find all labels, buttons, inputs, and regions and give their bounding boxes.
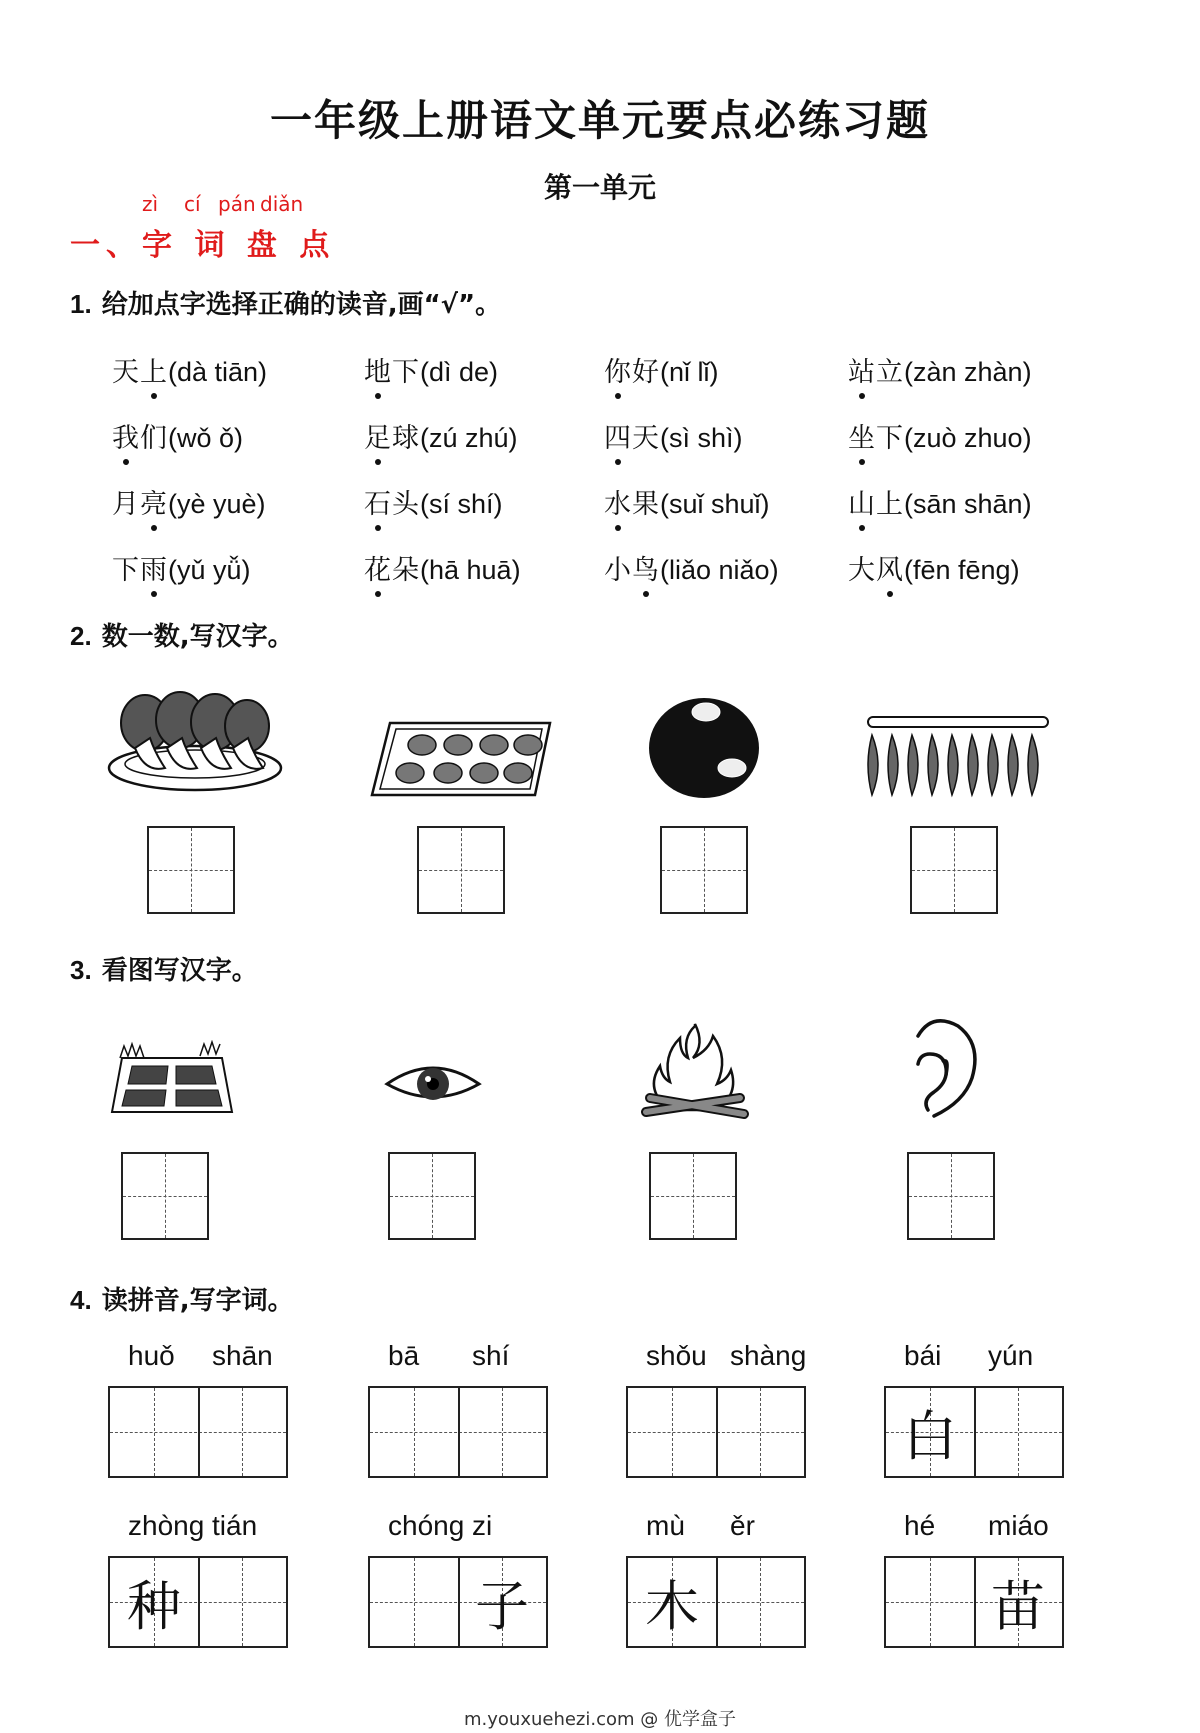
reading-option[interactable] [364,548,521,587]
word-writing-box[interactable] [108,1386,288,1478]
pinyin-syllable: miáo [988,1510,1049,1541]
reading-option[interactable] [848,548,1020,587]
word-prefix: 月 [112,489,140,520]
word-prefix: 天 [112,357,140,388]
word-suffix: 头 [392,489,420,520]
pinyin-syllable: bā [388,1340,420,1371]
dotted-character: 山 [848,482,876,521]
question-4 [70,1280,294,1317]
dotted-character: 水 [604,482,632,521]
prefilled-character [886,1558,974,1646]
reading-option[interactable] [848,350,1032,389]
dotted-character: 坐 [848,416,876,455]
question-number: 4. [70,1285,92,1315]
emphasis-dot [615,459,621,465]
prefilled-character: 种 [127,1574,181,1638]
pinyin-syllable: tián [212,1510,258,1541]
pinyin-syllable: shàng [730,1340,807,1371]
writing-box[interactable] [660,826,748,914]
word-writing-box[interactable] [368,1556,548,1648]
emphasis-dot [375,591,381,597]
eye-icon [383,1058,483,1108]
prefilled-character: 苗 [991,1574,1045,1638]
pinyin-options[interactable]: (sí shí) [420,489,503,519]
pinyin-syllable: shān [212,1340,273,1371]
page-title: 一年级上册语文单元要点必练习题 [269,96,930,145]
pinyin-syllable: hé [904,1510,936,1541]
word-suffix: 天 [632,423,660,454]
prefilled-character [370,1388,458,1476]
section-title: 一、字 词 盘 点 [70,228,336,263]
writing-box[interactable] [121,1152,209,1240]
emphasis-dot [615,525,621,531]
word-writing-box[interactable] [884,1556,1064,1648]
prefilled-character [458,1388,546,1476]
pinyin-options[interactable]: (wǒ ǒ) [168,423,244,453]
pinyin-options[interactable]: (dà tiān) [168,357,268,387]
prefilled-character: 子 [475,1574,529,1638]
reading-option[interactable] [604,482,770,521]
reading-option[interactable] [364,350,498,389]
bok-choy-icon [105,688,285,798]
pinyin-syllable: chóng [388,1510,465,1541]
word-suffix: 朵 [392,555,420,586]
pinyin-syllable: ěr [730,1510,755,1541]
field-icon [110,1040,235,1120]
dotted-character: 风 [876,548,904,587]
reading-option[interactable] [604,548,779,587]
emphasis-dot [643,591,649,597]
writing-box[interactable] [147,826,235,914]
word-suffix: 下 [392,357,420,388]
dotted-character: 你 [604,350,632,389]
emphasis-dot [151,393,157,399]
pinyin-syllable: huǒ [128,1340,175,1371]
section-pinyin-1: zì [142,192,159,216]
dotted-character: 四 [604,416,632,455]
prefilled-character [110,1388,198,1476]
word-prefix: 大 [848,555,876,586]
hanging-fish-icon [860,715,1055,800]
pinyin-options[interactable]: (dì de) [420,357,499,387]
word-writing-box[interactable] [626,1556,806,1648]
word-writing-box[interactable] [884,1386,1064,1478]
pinyin-options[interactable]: (nǐ lǐ) [660,357,719,387]
question-text: 数一数,写汉字。 [101,622,294,652]
emphasis-dot [375,459,381,465]
emphasis-dot [375,393,381,399]
word-prefix: 下 [112,555,140,586]
dotted-character: 上 [140,350,168,389]
emphasis-dot [123,459,129,465]
emphasis-dot [615,393,621,399]
word-suffix: 上 [876,489,904,520]
reading-option[interactable] [364,482,503,521]
reading-option[interactable] [112,482,266,521]
pinyin-options[interactable]: (fēn fēng) [904,555,1020,585]
word-prefix: 小 [604,555,632,586]
word-suffix: 们 [140,423,168,454]
word-suffix: 好 [632,357,660,388]
pinyin-options[interactable]: (sān shān) [904,489,1032,519]
prefilled-character [198,1558,286,1646]
question-number: 1. [70,289,92,319]
question-number: 3. [70,955,92,985]
pinyin-syllable: zi [472,1510,493,1541]
footer-watermark: m.youxuehezi.com @ 优学盒子 [463,1709,736,1730]
dotted-character: 地 [364,350,392,389]
writing-box[interactable] [907,1152,995,1240]
question-text: 读拼音,写字词。 [101,1286,294,1316]
pinyin-options[interactable]: (hā huā) [420,555,521,585]
dotted-character: 花 [364,548,392,587]
question-1 [70,284,501,321]
emphasis-dot [375,525,381,531]
writing-box[interactable] [649,1152,737,1240]
writing-box[interactable] [910,826,998,914]
pinyin-syllable: yún [988,1340,1034,1371]
question-text: 给加点字选择正确的读音,画“√”。 [101,290,502,320]
word-suffix: 立 [876,357,904,388]
prefilled-character [198,1388,286,1476]
pinyin-options[interactable]: (yè yuè) [168,489,266,519]
section-pinyin-3: pán [218,192,256,216]
question-text: 看图写汉字。 [101,956,258,986]
pinyin-syllable: mù [646,1510,685,1541]
word-suffix: 球 [392,423,420,454]
prefilled-character: 木 [645,1574,699,1638]
dotted-character: 亮 [140,482,168,521]
emphasis-dot [859,525,865,531]
fire-icon [640,1020,750,1120]
word-writing-box[interactable] [108,1556,288,1648]
section-pinyin-4: diǎn [260,192,304,216]
pinyin-syllable: shǒu [646,1340,707,1371]
pinyin-options[interactable]: (zuò zhuo) [904,423,1032,453]
prefilled-character: 白 [903,1404,957,1468]
writing-box[interactable] [388,1152,476,1240]
word-writing-box[interactable] [626,1386,806,1478]
prefilled-character [716,1558,804,1646]
dotted-character: 站 [848,350,876,389]
word-suffix: 下 [876,423,904,454]
prefilled-character [716,1388,804,1476]
burger-tray-icon [370,715,555,800]
reading-option[interactable] [604,350,719,389]
reading-option[interactable] [848,416,1032,455]
word-writing-box[interactable] [368,1386,548,1478]
pinyin-syllable: zhòng [128,1510,205,1541]
dotted-character: 雨 [140,548,168,587]
question-2 [70,616,294,653]
pinyin-options[interactable]: (liǎo niǎo) [660,555,779,585]
pinyin-syllable: bái [904,1340,942,1371]
word-suffix: 果 [632,489,660,520]
reading-option[interactable] [112,548,251,587]
dotted-character: 我 [112,416,140,455]
ear-icon [910,1018,990,1122]
reading-option[interactable] [112,416,243,455]
question-number: 2. [70,621,92,651]
round-cake-icon [646,690,766,800]
emphasis-dot [151,591,157,597]
prefilled-character [628,1388,716,1476]
unit-title: 第一单元 [543,171,656,204]
question-3 [70,950,258,987]
dotted-character: 石 [364,482,392,521]
prefilled-character [370,1558,458,1646]
reading-option[interactable] [112,350,267,389]
dotted-character: 鸟 [632,548,660,587]
emphasis-dot [887,591,893,597]
emphasis-dot [859,459,865,465]
pinyin-options[interactable]: (suǐ shuǐ) [660,489,770,519]
emphasis-dot [151,525,157,531]
pinyin-options[interactable]: (zàn zhàn) [904,357,1032,387]
reading-option[interactable] [364,416,518,455]
pinyin-options[interactable]: (zú zhú) [420,423,518,453]
reading-option[interactable] [604,416,743,455]
writing-box[interactable] [417,826,505,914]
pinyin-syllable: shí [472,1340,510,1371]
dotted-character: 足 [364,416,392,455]
pinyin-options[interactable]: (sì shì) [660,423,743,453]
pinyin-options[interactable]: (yǔ yǚ) [168,555,251,585]
reading-option[interactable] [848,482,1032,521]
emphasis-dot [859,393,865,399]
prefilled-character [974,1388,1062,1476]
section-pinyin-2: cí [184,192,201,216]
